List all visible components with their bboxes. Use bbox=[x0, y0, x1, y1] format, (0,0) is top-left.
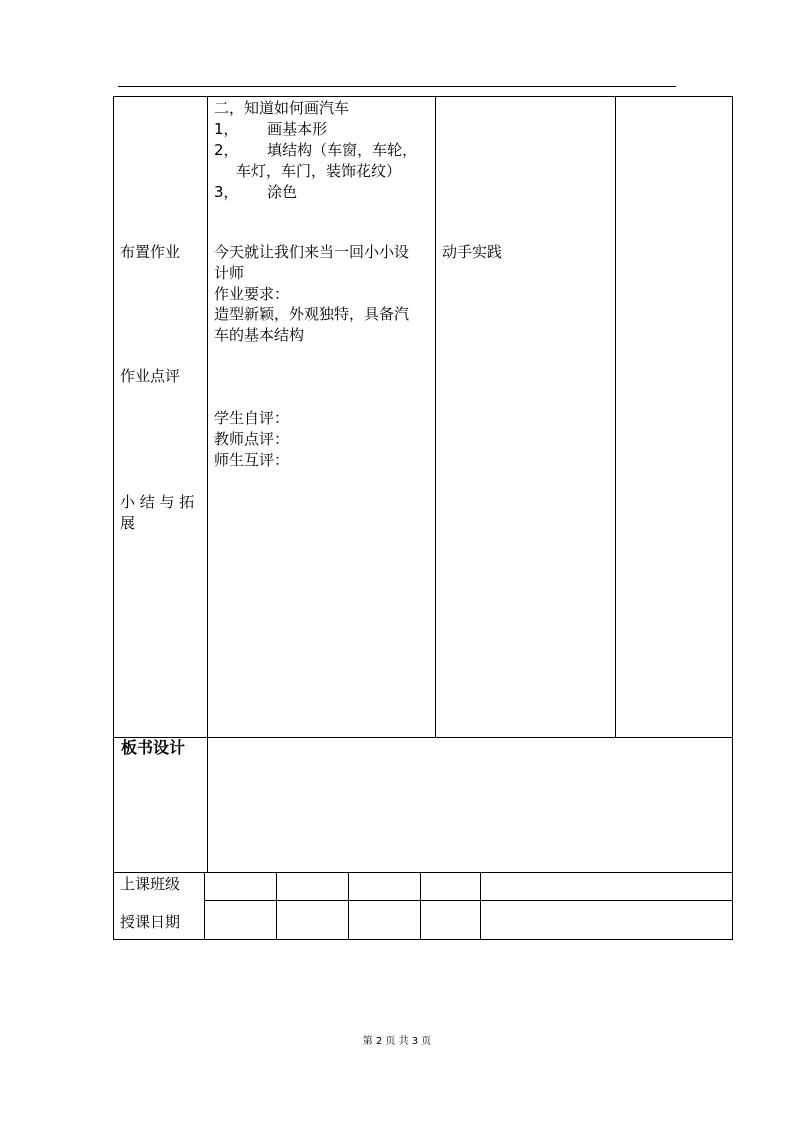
col-divider-1 bbox=[207, 96, 208, 872]
homework-label: 布置作业 bbox=[120, 243, 181, 261]
date-label: 授课日期 bbox=[120, 913, 181, 931]
lesson-plan-table bbox=[113, 96, 733, 939]
table-border-top bbox=[113, 96, 733, 97]
homework-line-3: 作业要求： bbox=[214, 285, 290, 303]
homework-line-1: 今天就让我们来当一回小小设 bbox=[214, 243, 410, 261]
homework-line-2: 计师 bbox=[214, 264, 245, 282]
grid-divider-4 bbox=[420, 872, 421, 939]
row-divider-board bbox=[113, 737, 733, 738]
table-border-left bbox=[113, 96, 114, 940]
summary-label-line-2: 展 bbox=[120, 514, 136, 532]
col-divider-3 bbox=[615, 96, 616, 737]
col-divider-2 bbox=[435, 96, 436, 737]
review-teacher: 教师点评： bbox=[214, 430, 290, 448]
homework-line-5: 车的基本结构 bbox=[214, 326, 305, 344]
row-divider-class bbox=[113, 872, 733, 873]
grid-divider-3 bbox=[348, 872, 349, 939]
table-border-right bbox=[732, 96, 733, 940]
row-divider-date bbox=[204, 900, 733, 901]
grid-divider-2 bbox=[276, 872, 277, 939]
step-2-continued: 车灯，车门，装饰花纹） bbox=[236, 162, 402, 180]
board-design-label: 板书设计 bbox=[121, 738, 186, 757]
step-1: 1， 画基本形 bbox=[214, 120, 328, 138]
homework-activity: 动手实践 bbox=[442, 243, 503, 261]
class-label: 上课班级 bbox=[120, 875, 181, 893]
grid-divider-5 bbox=[480, 872, 481, 939]
page-footer: 第 2 页 共 3 页 bbox=[362, 1036, 432, 1047]
grid-divider-1 bbox=[204, 872, 205, 939]
summary-label-line-1: 小 结 与 拓 bbox=[120, 493, 195, 511]
review-mutual: 师生互评： bbox=[214, 451, 290, 469]
homework-line-4: 造型新颖，外观独特，具备汽 bbox=[214, 305, 410, 323]
review-self: 学生自评： bbox=[214, 409, 290, 427]
header-rule bbox=[118, 86, 676, 87]
step-2: 2， 填结构（车窗，车轮， bbox=[214, 141, 418, 159]
review-label: 作业点评 bbox=[120, 367, 181, 385]
section-two-heading: 二，知道如何画汽车 bbox=[214, 99, 350, 117]
table-border-bottom bbox=[113, 939, 733, 940]
step-3: 3， 涂色 bbox=[214, 183, 298, 201]
